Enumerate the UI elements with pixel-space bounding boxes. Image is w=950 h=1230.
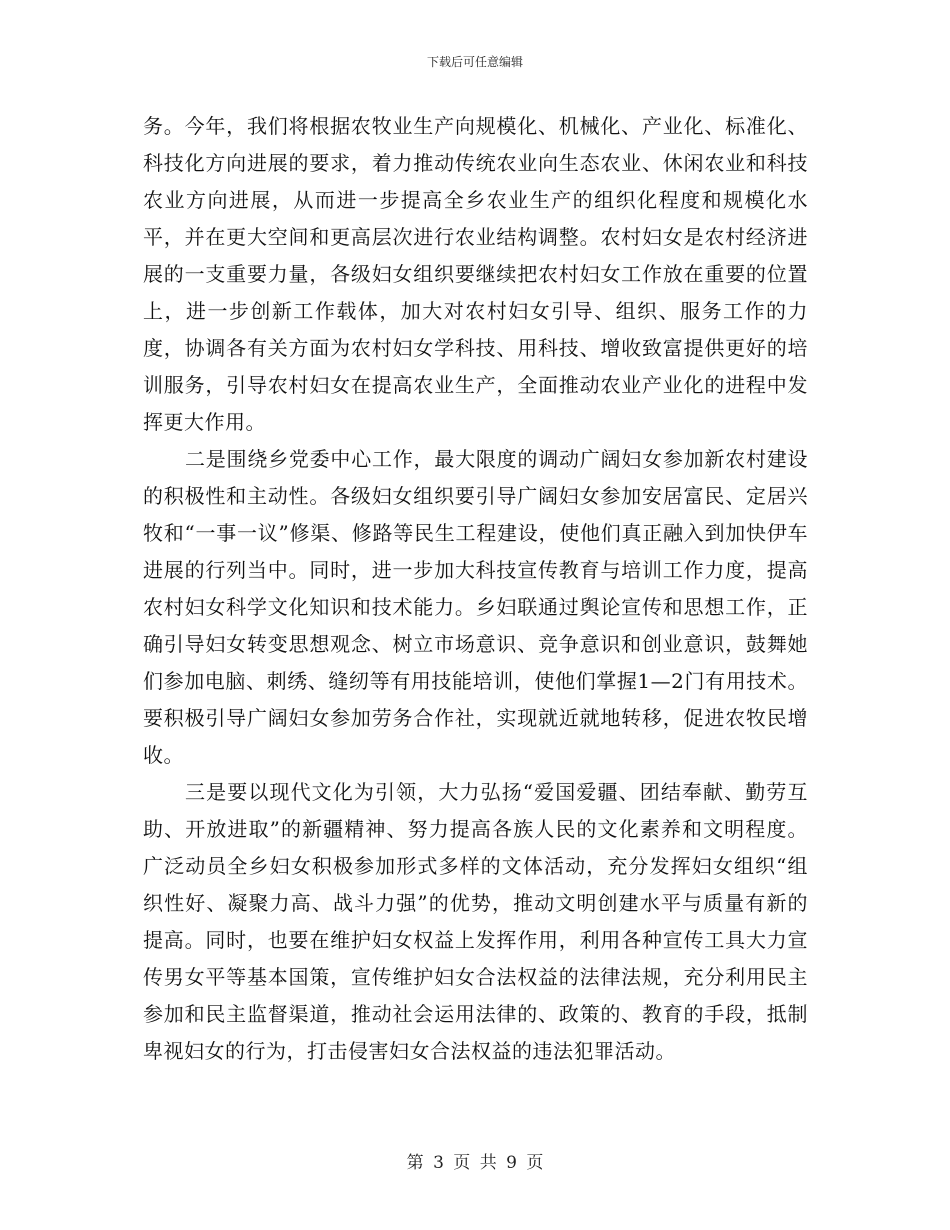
paragraph-point-two: 二是围绕乡党委中心工作，最大限度的调动广阔妇女参加新农村建设的积极性和主动性。各级妇女组织要引导广阔妇女参加安居富民、定居兴牧和“一事一议”修渠、修路等民生工程建设，使他们真正融入到加快伊车进展的行列当中。同时，进一步加大科技宣传教育与培训工作力度，提高农村妇女科学文化知识和技术能力。乡妇联通过舆论宣传和思想工作，正确引导妇女转变思想观念、树立市场意识、竞争意识和创业意识，鼓舞她们参加电脑、刺绣、缝纫等有用技能培训，使他们掌握1—2门有用技术。要积极引导广阔妇女参加劳务合作社，实现就近就地转移，促进农牧民增收。 [143, 447, 808, 767]
document-body [143, 108, 808, 1070]
paragraph-point-three: 三是要以现代文化为引领，大力弘扬“爱国爱疆、团结奉献、勤劳互助、开放进取”的新疆精神、努力提高各族人民的文化素养和文明程度。广泛动员全乡妇女积极参加形式多样的文体活动，充分发挥妇女组织“组织性好、凝聚力高、战斗力强”的优势，推动文明创建水平与质量有新的提高。同时，也要在维护妇女权益上发挥作用，利用各种宣传工具大力宣传男女平等基本国策，宣传维护妇女合法权益的法律法规，充分利用民主参加和民主监督渠道，推动社会运用法律的、政策的、教育的手段，抵制卑视妇女的行为，打击侵害妇女合法权益的违法犯罪活动。 [143, 780, 808, 1063]
paragraph-continuation: 务。今年，我们将根据农牧业生产向规模化、机械化、产业化、标准化、科技化方向进展的要求，着力推动传统农业向生态农业、休闲农业和科技农业方向进展，从而进一步提高全乡农业生产的组织化程度和规模化水平，并在更大空间和更高层次进行农业结构调整。农村妇女是农村经济进展的一支重要力量，各级妇女组织要继续把农村妇女工作放在重要的位置上，进一步创新工作载体，加大对农村妇女引导、组织、服务工作的力度，协调各有关方面为农村妇女学科技、用科技、增收致富提供更好的培训服务，引导农村妇女在提高农业生产，全面推动农业产业化的进程中发挥更大作用。 [143, 114, 808, 434]
page-header: 下载后可任意编辑 [426, 55, 523, 69]
page-number-footer: 第 3 页 共 9 页 [406, 1153, 544, 1173]
